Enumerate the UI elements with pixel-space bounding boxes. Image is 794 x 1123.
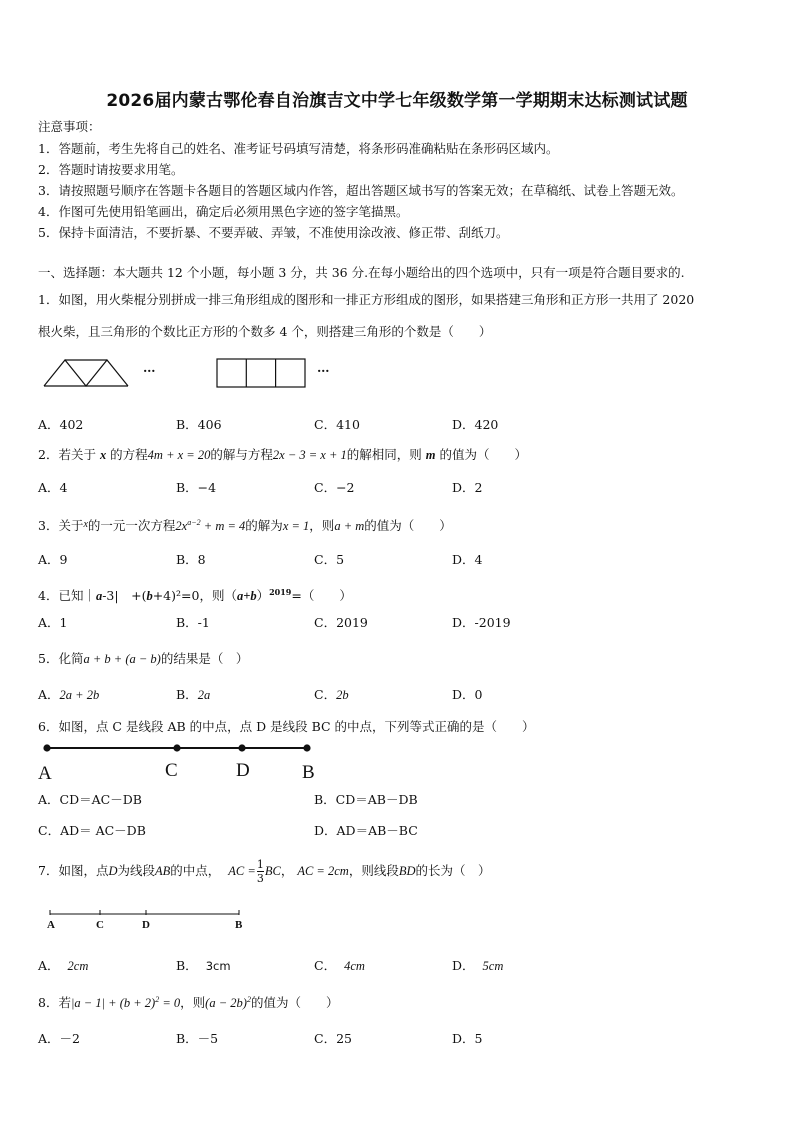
option-a: A． 2cm bbox=[38, 958, 89, 973]
question-5: 5．化简a + b + (a − b)的结果是（ ） bbox=[38, 651, 249, 666]
option-a: A．402 bbox=[38, 417, 84, 432]
question-2: 2．若关于 x 的方程4m + x = 20的解与方程2x − 3 = x + 1的解相同，则 m 的值为（ ） bbox=[38, 447, 527, 462]
page-title: 2026届内蒙古鄂伦春自治旗吉文中学七年级数学第一学期期末达标测试试题 bbox=[106, 91, 688, 111]
option-c: C．2019 bbox=[314, 615, 368, 630]
notice-heading: 注意事项： bbox=[38, 119, 101, 134]
option-c: C．25 bbox=[314, 1031, 352, 1046]
point-label-b: B bbox=[302, 762, 315, 783]
option-a: A．9 bbox=[38, 552, 68, 567]
notice-item: 2．答题时请按要求用笔。 bbox=[38, 162, 184, 177]
notice-item: 3．请按照题号顺序在答题卡各题目的答题区域内作答，超出答题区域书写的答案无效；在草稿纸、试卷上答题无效。 bbox=[38, 183, 684, 198]
option-d: D．-2019 bbox=[452, 615, 511, 630]
question-8: 8．若$|a - 1| + (b + 2)^2 = 0$，则$(a - 2b)^2$的值为（ ） bbox=[38, 995, 339, 1011]
square-matchstick-figure bbox=[215, 357, 311, 389]
question-3: 3．关于$^x$的一元一次方程$2x^{a-2} + m = 4$的解为x = 1，则a + m的值为（ ） bbox=[38, 518, 452, 534]
option-c: C．5 bbox=[314, 552, 345, 567]
point-label-d: D bbox=[236, 760, 250, 781]
ellipsis-triangles: … bbox=[143, 360, 156, 375]
option-a: A．－2 bbox=[38, 1031, 80, 1046]
point-label-c: C bbox=[96, 919, 104, 931]
option-d: D．420 bbox=[452, 417, 499, 432]
notice-item: 1．答题前，考生先将自己的姓名、准考证号码填写清楚，将条形码准确粘贴在条形码区域内。 bbox=[38, 141, 559, 156]
option-d: D．AD＝AB－BC bbox=[314, 823, 418, 838]
notice-item: 4．作图可先使用铅笔画出，确定后必须用黑色字迹的签字笔描黑。 bbox=[38, 204, 409, 219]
option-b: B．406 bbox=[176, 417, 222, 432]
option-c: C．AD＝ AC－DB bbox=[38, 823, 146, 838]
point-label-d: D bbox=[142, 919, 150, 931]
option-b: B． 3cm bbox=[176, 958, 231, 973]
option-a: A．4 bbox=[38, 480, 68, 495]
point-label-a: A bbox=[38, 763, 52, 784]
notice-item: 5．保持卡面清洁，不要折暴、不要弄破、弄皱，不准使用涂改液、修正带、刮纸刀。 bbox=[38, 225, 509, 240]
option-d: D．0 bbox=[452, 687, 483, 702]
line-segment-ab-figure bbox=[40, 742, 315, 754]
option-d: D．2 bbox=[452, 480, 483, 495]
question-1-line-1: 1．如图，用火柴棍分别拼成一排三角形组成的图形和一排正方形组成的图形，如果搭建三角形和正方形一共用了 2020 bbox=[38, 292, 695, 307]
section-heading: 一、选择题：本大题共 12 个小题，每小题 3 分，共 36 分.在每小题给出的四个选项中，只有一项是符合题目要求的. bbox=[38, 265, 685, 280]
ellipsis-squares: … bbox=[317, 360, 330, 375]
option-c: C． 4cm bbox=[314, 958, 365, 973]
option-b: B．−4 bbox=[176, 480, 217, 495]
question-1-line-2: 根火柴，且三角形的个数比正方形的个数多 4 个，则搭建三角形的个数是（ ） bbox=[38, 324, 492, 339]
option-b: B．8 bbox=[176, 552, 206, 567]
question-6: 6．如图，点 C 是线段 AB 的中点，点 D 是线段 BC 的中点，下列等式正确的是（ ） bbox=[38, 719, 535, 734]
triangle-matchstick-figure bbox=[40, 356, 140, 390]
option-a: A．1 bbox=[38, 615, 68, 630]
question-7: 7．如图，点D为线段AB的中点， AC = $\frac{1}{3}$ BC， AC = 2cm，则线段BD的长为（ ） bbox=[38, 858, 491, 885]
option-a: A．2a + 2b bbox=[38, 687, 100, 702]
option-b: B．－5 bbox=[176, 1031, 219, 1046]
option-c: C．410 bbox=[314, 417, 360, 432]
option-b: B．-1 bbox=[176, 615, 210, 630]
option-d: D．5 bbox=[452, 1031, 483, 1046]
point-label-b: B bbox=[235, 919, 243, 931]
point-label-a: A bbox=[47, 919, 55, 931]
option-c: C．2b bbox=[314, 687, 349, 702]
option-c: C．−2 bbox=[314, 480, 355, 495]
option-d: D． 5cm bbox=[452, 958, 504, 973]
option-b: B．CD＝AB－DB bbox=[314, 792, 418, 807]
option-d: D．4 bbox=[452, 552, 483, 567]
option-a: A．CD＝AC－DB bbox=[38, 792, 142, 807]
point-label-c: C bbox=[165, 760, 178, 781]
question-4: 4．已知｜a-3| +(b+4)²=0，则$(a+b)^{2019}=$（ ） bbox=[38, 587, 352, 604]
option-b: B．2a bbox=[176, 687, 211, 702]
